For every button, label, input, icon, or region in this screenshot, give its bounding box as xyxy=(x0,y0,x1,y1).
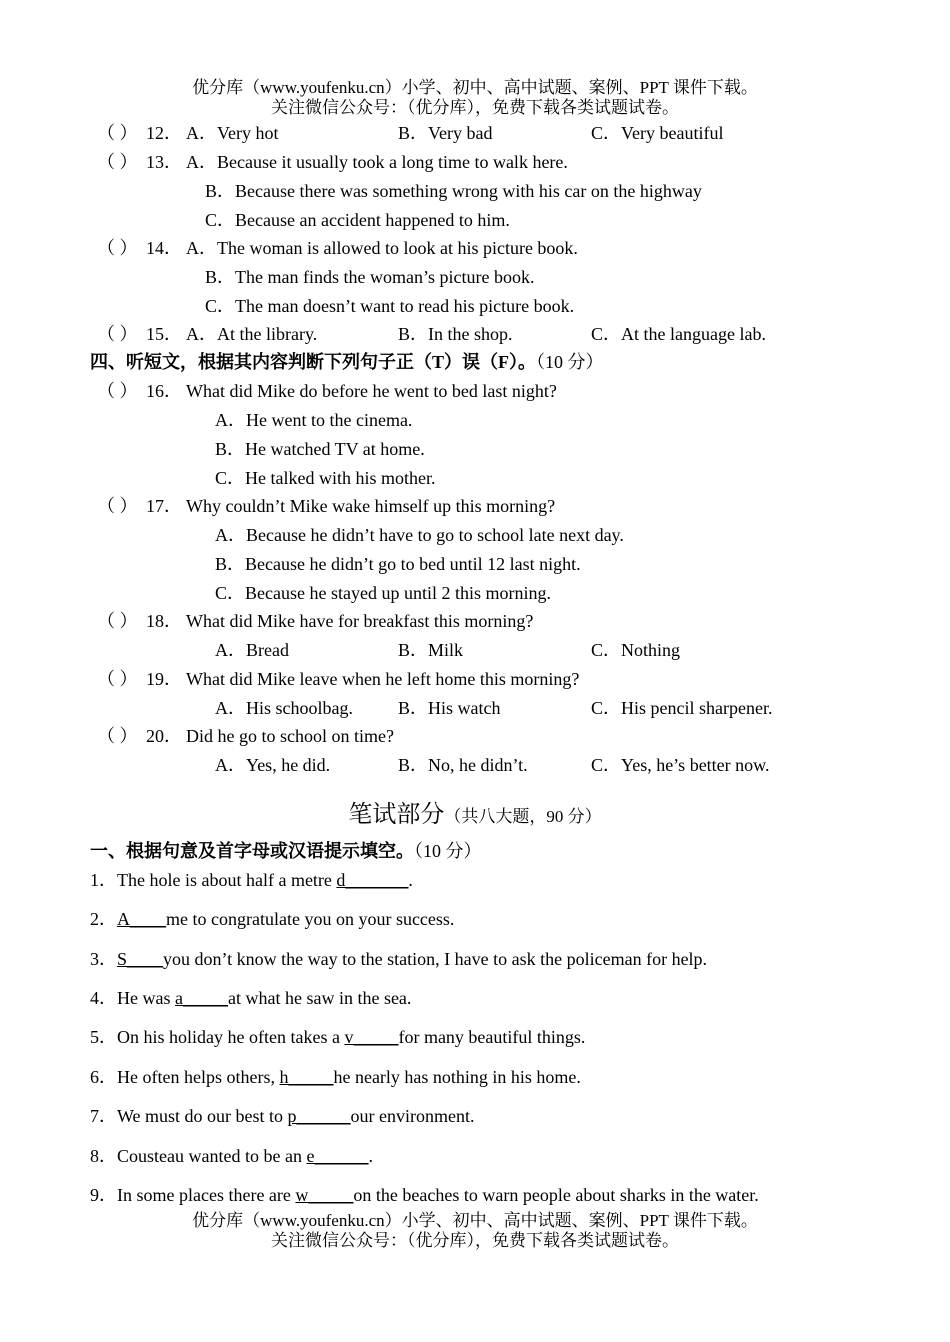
option-c: C．The man doesn’t want to read his picture book. xyxy=(205,296,575,316)
page-header-line-1: 优分库（www.youfenku.cn）小学、初中、高中试题、案例、PPT 课件下载。 xyxy=(192,78,758,97)
fill-item-5 xyxy=(90,1026,585,1048)
item-number: 6． xyxy=(90,1067,117,1087)
item-text-after: . xyxy=(368,1146,373,1166)
question-number: 19． xyxy=(146,669,182,689)
option-a: A．Because it usually took a long time to walk here. xyxy=(186,152,568,172)
question-text: Did he go to school on time? xyxy=(186,726,394,746)
page-header-line-2: 关注微信公众号：（优分库），免费下载各类试题试卷。 xyxy=(271,98,679,117)
option-c: C．Because he stayed up until 2 this morning. xyxy=(215,583,551,603)
fill-item-8 xyxy=(90,1145,373,1167)
blank-field[interactable]: v_____ xyxy=(344,1027,399,1047)
question-number: 13． xyxy=(146,152,182,172)
fill-item-9 xyxy=(90,1184,759,1206)
question-text: What did Mike have for breakfast this morning? xyxy=(186,611,534,631)
item-number: 3． xyxy=(90,949,117,969)
option-a: A．Because he didn’t have to go to school late next day. xyxy=(215,525,624,545)
option-a: A．His schoolbag. xyxy=(215,698,353,718)
question-number: 14． xyxy=(146,238,182,258)
answer-bracket[interactable]: （ ） xyxy=(97,324,138,344)
item-text-before: We must do our best to xyxy=(117,1106,288,1126)
answer-bracket[interactable]: （ ） xyxy=(97,611,138,631)
page-footer-line-1: 优分库（www.youfenku.cn）小学、初中、高中试题、案例、PPT 课件下载。 xyxy=(192,1211,758,1230)
item-text-before: He often helps others, xyxy=(117,1067,280,1087)
question-number: 12． xyxy=(146,123,182,143)
option-b: B．Because there was something wrong with his car on the highway xyxy=(205,181,702,201)
option-c: C．He talked with his mother. xyxy=(215,468,436,488)
option-b: B．The man finds the woman’s picture book. xyxy=(205,267,535,287)
section-heading xyxy=(90,840,482,862)
section-title: 四、听短文，根据其内容判断下列句子正（T）误（F）。 xyxy=(90,352,536,372)
option-c: C．Yes, he’s better now. xyxy=(591,755,770,775)
blank-field[interactable]: h_____ xyxy=(279,1067,334,1087)
item-text-after: me to congratulate you on your success. xyxy=(166,909,455,929)
item-number: 2． xyxy=(90,909,117,929)
item-text-after: . xyxy=(408,870,413,890)
fill-item-6 xyxy=(90,1066,581,1088)
question-number: 17． xyxy=(146,496,182,516)
item-number: 9． xyxy=(90,1185,117,1205)
answer-bracket[interactable]: （ ） xyxy=(97,381,138,401)
item-text-after: you don’t know the way to the station, I have to ask the policeman for help. xyxy=(163,949,708,969)
section-heading xyxy=(90,351,604,373)
blank-field[interactable]: d_______ xyxy=(336,870,409,890)
question-number: 15． xyxy=(146,324,182,344)
item-text-before: On his holiday he often takes a xyxy=(117,1027,345,1047)
answer-bracket[interactable]: （ ） xyxy=(97,496,138,516)
item-number: 7． xyxy=(90,1106,117,1126)
section-points: （10 分） xyxy=(536,352,604,372)
option-b: B．In the shop. xyxy=(398,324,513,344)
option-b: B．His watch xyxy=(398,698,501,718)
answer-bracket[interactable]: （ ） xyxy=(97,669,138,689)
option-a: A．He went to the cinema. xyxy=(215,410,413,430)
fill-item-3 xyxy=(90,948,707,970)
option-a: A．Bread xyxy=(215,640,289,660)
item-text-after: on the beaches to warn people about sharks in the water. xyxy=(353,1185,759,1205)
item-number: 1． xyxy=(90,870,117,890)
answer-bracket[interactable]: （ ） xyxy=(97,238,138,258)
blank-field[interactable]: S____ xyxy=(117,949,164,969)
option-b: B．No, he didn’t. xyxy=(398,755,528,775)
option-c: C．Because an accident happened to him. xyxy=(205,210,510,230)
item-text-before: In some places there are xyxy=(117,1185,296,1205)
page-footer-line-2: 关注微信公众号：（优分库），免费下载各类试题试卷。 xyxy=(271,1231,679,1250)
blank-field[interactable]: w_____ xyxy=(295,1185,354,1205)
answer-bracket[interactable]: （ ） xyxy=(97,123,138,143)
option-c: C．Nothing xyxy=(591,640,681,660)
blank-field[interactable]: e______ xyxy=(306,1146,369,1166)
option-b: B．Because he didn’t go to bed until 12 last night. xyxy=(215,554,581,574)
question-text: What did Mike leave when he left home this morning? xyxy=(186,669,580,689)
item-text-before: Cousteau wanted to be an xyxy=(117,1146,307,1166)
blank-field[interactable]: A____ xyxy=(117,909,166,929)
item-text-before: He was xyxy=(117,988,175,1008)
written-part-title xyxy=(0,794,950,829)
question-number: 16． xyxy=(146,381,182,401)
fill-item-2 xyxy=(90,908,454,930)
option-a: A．Yes, he did. xyxy=(215,755,331,775)
item-number: 5． xyxy=(90,1027,117,1047)
written-subtitle: （共八大题，90 分） xyxy=(444,807,602,826)
option-b: B．Very bad xyxy=(398,123,493,143)
section-points: （10 分） xyxy=(414,841,482,861)
item-text-after: for many beautiful things. xyxy=(398,1027,586,1047)
option-a: A．At the library. xyxy=(186,324,318,344)
item-number: 8． xyxy=(90,1146,117,1166)
written-title: 笔试部分 xyxy=(348,802,445,828)
fill-item-4 xyxy=(90,987,411,1009)
answer-bracket[interactable]: （ ） xyxy=(97,152,138,172)
option-a: A．Very hot xyxy=(186,123,279,143)
item-text-after: at what he saw in the sea. xyxy=(227,988,412,1008)
blank-field[interactable]: a_____ xyxy=(174,988,228,1008)
option-b: B．Milk xyxy=(398,640,464,660)
option-b: B．He watched TV at home. xyxy=(215,439,425,459)
item-text-after: he nearly has nothing in his home. xyxy=(333,1067,581,1087)
item-text-before: The hole is about half a metre xyxy=(117,870,337,890)
answer-bracket[interactable]: （ ） xyxy=(97,726,138,746)
item-number: 4． xyxy=(90,988,117,1008)
option-a: A．The woman is allowed to look at his picture book. xyxy=(186,238,578,258)
question-text: What did Mike do before he went to bed last night? xyxy=(186,381,557,401)
section-title: 一、根据句意及首字母或汉语提示填空。 xyxy=(90,841,414,861)
blank-field[interactable]: p______ xyxy=(287,1106,351,1126)
option-c: C．His pencil sharpener. xyxy=(591,698,773,718)
question-text: Why couldn’t Mike wake himself up this morning? xyxy=(186,496,556,516)
option-c: C．At the language lab. xyxy=(591,324,766,344)
option-c: C．Very beautiful xyxy=(591,123,724,143)
fill-item-7 xyxy=(90,1105,475,1127)
question-number: 18． xyxy=(146,611,182,631)
question-number: 20． xyxy=(146,726,182,746)
fill-item-1 xyxy=(90,869,413,891)
item-text-after: our environment. xyxy=(350,1106,475,1126)
